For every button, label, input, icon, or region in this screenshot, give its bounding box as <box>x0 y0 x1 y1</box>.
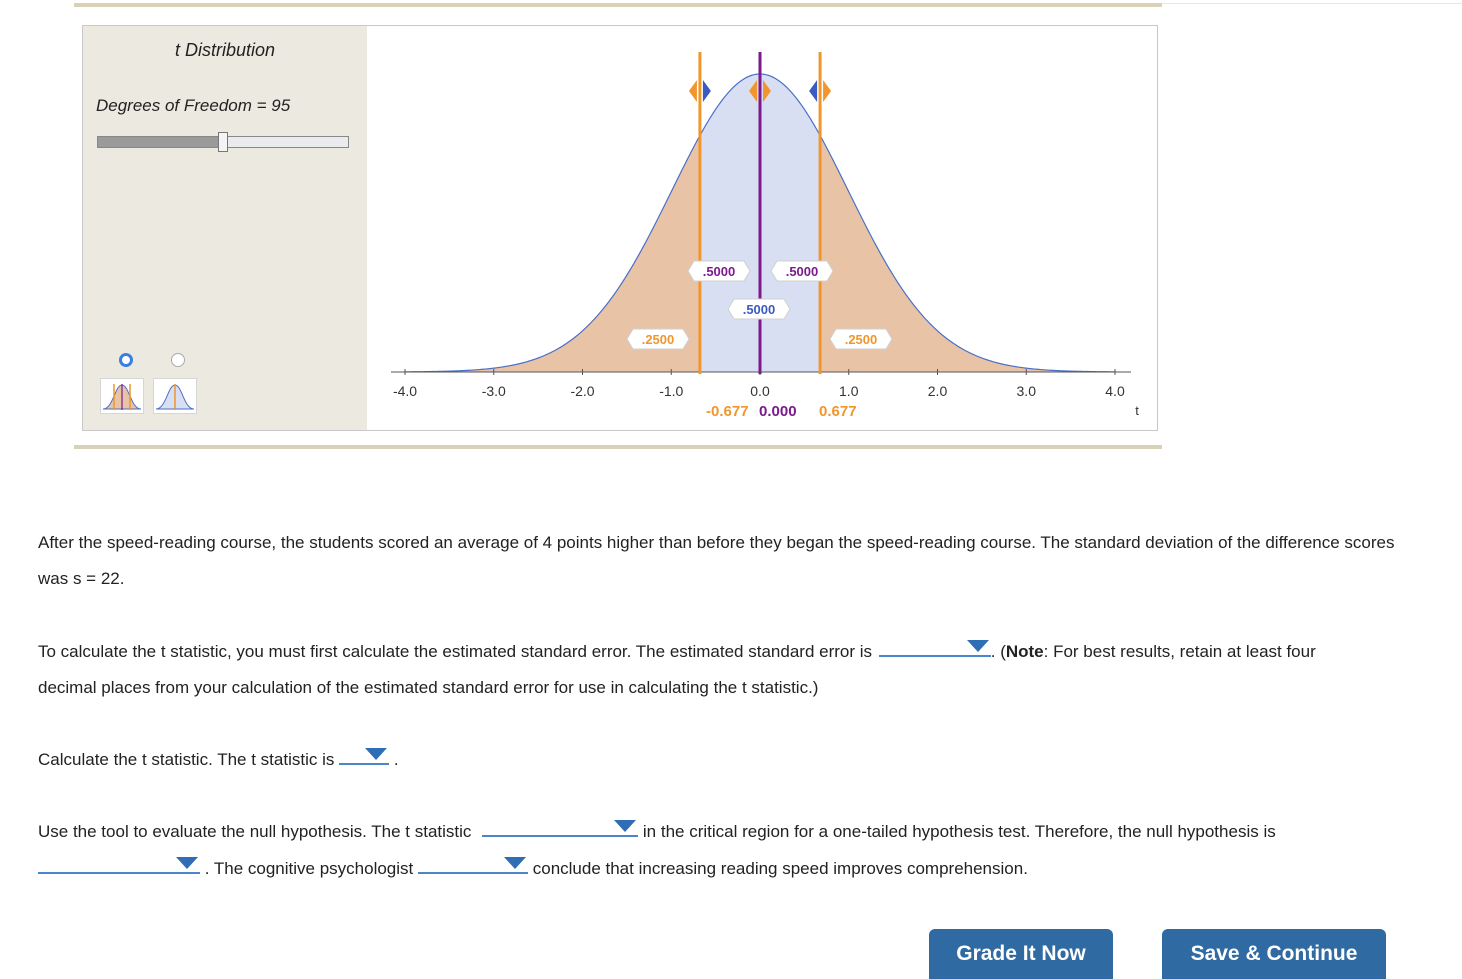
x-tick-label: 3.0 <box>1016 383 1036 399</box>
standard-error-dropdown[interactable] <box>879 633 991 657</box>
x-tick-label: 4.0 <box>1105 383 1125 399</box>
area-label-text: .2500 <box>641 332 675 347</box>
area-label-text: .5000 <box>742 302 776 317</box>
area-label <box>771 261 833 281</box>
area-label-text: .2500 <box>844 332 878 347</box>
x-tick-label: -2.0 <box>570 383 595 399</box>
question-paragraph-1 <box>38 525 1398 597</box>
t-statistic-dropdown[interactable] <box>339 741 389 765</box>
x-axis-label: t <box>1135 403 1139 418</box>
cutoff-value-label: 0.000 <box>759 403 797 420</box>
question-text-4d: conclude that increasing reading speed improves comprehension. <box>532 859 1028 878</box>
top-divider <box>74 3 1162 7</box>
cutoff-value-label: -0.677 <box>706 403 749 420</box>
area-label <box>688 261 750 281</box>
bottom-divider <box>74 445 1162 449</box>
question-text-1: After the speed-reading course, the students scored an average of 4 points higher than before they began the speed-reading course. The standard deviation of the difference scores was s = 22. <box>38 533 1395 588</box>
grade-it-now-button[interactable]: Grade It Now <box>929 929 1113 979</box>
t-distribution-chart <box>83 26 1157 430</box>
area-label-text: .5000 <box>702 264 736 279</box>
cutoff-value-label: 0.677 <box>819 403 857 420</box>
question-paragraph-3 <box>38 741 1358 778</box>
question-text-4b: in the critical region for a one-tailed hypothesis test. Therefore, the null hypothesis is <box>642 822 1276 841</box>
right-arrow-icon <box>703 80 711 102</box>
psychologist-conclusion-dropdown[interactable] <box>418 850 528 874</box>
top-divider-light <box>1162 3 1462 4</box>
area-label <box>627 329 689 349</box>
area-label <box>728 299 790 319</box>
question-text-2: To calculate the t statistic, you must first calculate the estimated standard error. The estimated standard error is <box>38 642 873 661</box>
note-open: . ( <box>990 642 1006 661</box>
t-distribution-tool <box>82 25 1158 431</box>
x-tick-label: -1.0 <box>659 383 684 399</box>
chevron-down-icon <box>176 857 198 869</box>
degrees-of-freedom-label: Degrees of Freedom = 95 <box>96 96 291 115</box>
left-arrow-icon <box>689 80 697 102</box>
question-text-4a: Use the tool to evaluate the null hypothesis. The t statistic <box>38 822 472 841</box>
x-tick-label: 2.0 <box>927 383 948 399</box>
question-text-3: Calculate the t statistic. The t statistic is <box>38 750 335 769</box>
chevron-down-icon <box>504 857 526 869</box>
question-text-4c: . The cognitive psychologist <box>204 859 414 878</box>
x-tick-label: -4.0 <box>392 383 418 399</box>
left-arrow-icon <box>809 80 817 102</box>
chevron-down-icon <box>614 820 636 832</box>
save-and-continue-button[interactable]: Save & Continue <box>1162 929 1386 979</box>
note-text: : For best results, retain at least four decimal places from your calculation of the estimated standard error for use in calculating the t statistic.) <box>38 642 1316 697</box>
critical-region-dropdown[interactable] <box>482 813 638 837</box>
area-label-text: .5000 <box>785 264 819 279</box>
x-tick-label: 1.0 <box>839 383 859 399</box>
note-label: Note <box>1005 642 1044 661</box>
area-label <box>830 329 892 349</box>
question-paragraph-4 <box>38 813 1418 887</box>
chevron-down-icon <box>365 748 387 760</box>
null-hypothesis-dropdown[interactable] <box>38 850 200 874</box>
question-paragraph-2 <box>38 633 1358 706</box>
x-tick-label: 0.0 <box>750 383 770 399</box>
tool-title: t Distribution <box>174 40 276 60</box>
x-tick-label: -3.0 <box>481 383 506 399</box>
question-text-3-end: . <box>393 750 399 769</box>
right-arrow-icon <box>823 80 831 102</box>
chevron-down-icon <box>967 640 989 652</box>
